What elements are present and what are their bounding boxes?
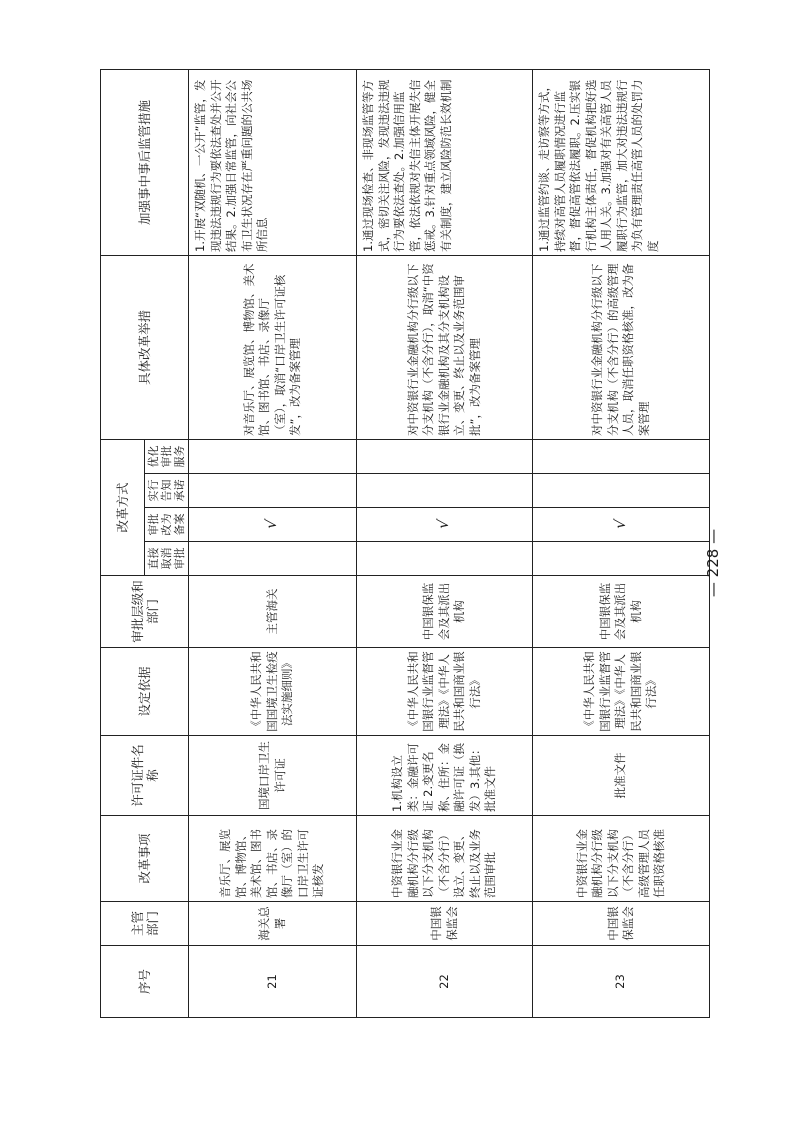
cell-mode-record <box>357 508 533 542</box>
header-seq: 序号 <box>101 946 189 1018</box>
cell-mode-cancel <box>189 542 357 576</box>
cell-measures: 对音乐厅、展览馆、博物馆、美术馆、图书馆、书店、录像厅（室），取消“口岸卫生许可证核发”，改为备案管理 <box>189 255 357 439</box>
cell-license: 批准文件 <box>533 736 710 816</box>
cell-mode-notify <box>357 474 533 508</box>
cell-license: 1.机构设立类：金融许可证 2.变更名称、住所：金融许可证（换发）3.其他：批准文件 <box>357 736 533 816</box>
cell-mode-optimize <box>357 439 533 473</box>
header-mode-notify: 实行告知承诺 <box>145 474 189 508</box>
reform-table <box>100 69 710 1018</box>
page-number: — 228 — <box>704 528 722 598</box>
header-supervision: 加强事中事后监管措施 <box>101 69 189 255</box>
cell-measures: 对中资银行业金融机构分行级以下分支机构（不含分行），取消“中资银行业金融机构及其分支机构设立、变更、终止以及业务范围审批”，改为备案管理 <box>357 255 533 439</box>
cell-mode-optimize <box>189 439 357 473</box>
cell-level: 中国银保监会及其派出机构 <box>533 576 710 648</box>
check-mark: √ <box>433 518 453 531</box>
header-dept: 主管部门 <box>101 902 189 946</box>
cell-seq: 23 <box>533 946 710 1018</box>
header-basis: 设定依据 <box>101 648 189 736</box>
rotated-table-wrapper <box>100 70 705 1018</box>
header-mode-optimize: 优化审批服务 <box>145 439 189 473</box>
header-item: 改革事项 <box>101 816 189 902</box>
cell-measures: 对中资银行业金融机构分行级以下分支机构（不含分行）的高级管理人员，取消任职资格核准，改为备案管理 <box>533 255 710 439</box>
cell-license: 国境口岸卫生许可证 <box>189 736 357 816</box>
cell-mode-optimize <box>533 439 710 473</box>
cell-level: 主管海关 <box>189 576 357 648</box>
cell-supervision: 1.通过监管约谈、走访察等方式，持续对高管人员履职情况进行监督，督促高管依法履职。2.压实银行机构主体责任，督促机构把好选人用人关。3.加强对有关高管人员履职行为监管，加大对违法违规行为负有管理责任高管人员的处罚力度 <box>533 69 710 255</box>
check-mark: √ <box>610 518 630 531</box>
header-measures: 具体改革举措 <box>101 255 189 439</box>
cell-mode-cancel <box>357 542 533 576</box>
header-license: 许可证件名称 <box>101 736 189 816</box>
cell-mode-record <box>189 508 357 542</box>
cell-mode-cancel <box>533 542 710 576</box>
check-mark: √ <box>261 518 281 531</box>
header-mode-record: 审批改为备案 <box>145 508 189 542</box>
table-row <box>533 69 710 1017</box>
cell-level: 中国银保监会及其派出机构 <box>357 576 533 648</box>
page-number-box <box>700 520 740 610</box>
cell-basis: 《中华人民共和国银行业监督管理法》《中华人民共和国商业银行法》 <box>533 648 710 736</box>
table-row <box>357 69 533 1017</box>
header-level: 审批层级和部门 <box>101 576 189 648</box>
cell-seq: 21 <box>189 946 357 1018</box>
cell-supervision: 1.通过现场检查、非现场监管等方式，密切关注风险，发现违法违规行为要依法查处。2.加强信用监管，依法依规对失信主体开展失信惩戒。3.针对重点领域风险，健全有关制度，建立风险防范长效机制 <box>357 69 533 255</box>
cell-dept: 中国银保监会 <box>357 902 533 946</box>
cell-mode-record <box>533 508 710 542</box>
header-mode: 改革方式 <box>101 439 145 575</box>
cell-dept: 中国银保监会 <box>533 902 710 946</box>
header-mode-cancel: 直接取消审批 <box>145 542 189 576</box>
cell-supervision: 1.开展“双随机、一公开”监管，发现违法违规行为要依法查处并公开结果。2.加强日常监管，向社会公布卫生状况存在严重问题的公共场所信息 <box>189 69 357 255</box>
cell-item: 中资银行业金融机构分行级以下分支机构（不含分行）高级管理人员任职资格核准 <box>533 816 710 902</box>
cell-item: 音乐厅、展览馆、博物馆、美术馆、图书馆、书店、录像厅（室）的口岸卫生许可证核发 <box>189 816 357 902</box>
cell-item: 中资银行业金融机构分行级以下分支机构（不含分行）设立、变更、终止以及业务范围审批 <box>357 816 533 902</box>
cell-basis: 《中华人民共和国银行业监督管理法》《中华人民共和国商业银行法》 <box>357 648 533 736</box>
cell-mode-notify <box>189 474 357 508</box>
table-row <box>189 69 357 1017</box>
cell-basis: 《中华人民共和国国境卫生检疫法实施细则》 <box>189 648 357 736</box>
cell-mode-notify <box>533 474 710 508</box>
cell-seq: 22 <box>357 946 533 1018</box>
cell-dept: 海关总署 <box>189 902 357 946</box>
